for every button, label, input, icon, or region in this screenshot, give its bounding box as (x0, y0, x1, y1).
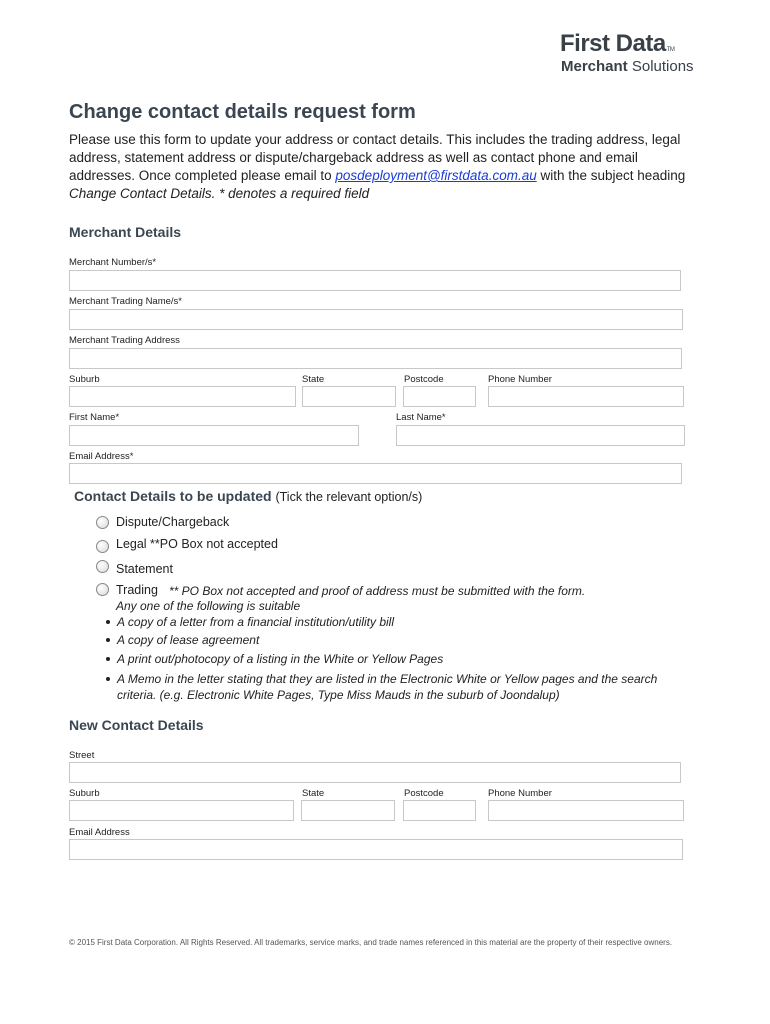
merchant-email-input[interactable] (69, 463, 682, 484)
brand-subtitle-bold: Merchant (561, 58, 628, 75)
intro-part1: Please use this form to update your address or contact details. This includes the trading address, legal address, statement address or dispute/chargeback address as well as contact phone and email addresses. Once completed please email to (69, 132, 681, 183)
merchant-trading-address-input[interactable] (69, 348, 682, 369)
intro-text (69, 131, 694, 203)
new-phone-label: Phone Number (488, 788, 552, 799)
dispute-radio[interactable] (96, 516, 109, 529)
new-contact-heading: New Contact Details (69, 717, 204, 733)
merchant-trading-name-input[interactable] (69, 309, 683, 330)
merchant-phone-input[interactable] (488, 386, 684, 407)
new-postcode-input[interactable] (403, 800, 476, 821)
contact-heading-note: (Tick the relevant option/s) (275, 490, 423, 504)
street-label: Street (69, 750, 95, 761)
merchant-suburb-label: Suburb (69, 374, 100, 385)
intro-part3: Change Contact Details. * denotes a required field (69, 186, 370, 201)
street-input[interactable] (69, 762, 681, 783)
merchant-state-input[interactable] (302, 386, 396, 407)
proof-bullet: A copy of lease agreement (117, 633, 260, 647)
brand-name: First Data (560, 30, 666, 57)
brand-logo (560, 30, 674, 58)
merchant-trading-address-label: Merchant Trading Address (69, 335, 180, 346)
brand-subtitle-rest: Solutions (627, 58, 694, 75)
legal-option-label: Legal **PO Box not accepted (116, 537, 278, 551)
trading-note-suitable: Any one of the following is suitable (116, 599, 301, 613)
new-suburb-input[interactable] (69, 800, 294, 821)
new-email-input[interactable] (69, 839, 683, 860)
merchant-trading-name-label: Merchant Trading Name/s* (69, 296, 182, 307)
merchant-postcode-label: Postcode (404, 374, 444, 385)
copyright-footer: © 2015 First Data Corporation. All Rights Reserved. All trademarks, service marks, and trade names referenced in this material are the property of their respective owners. (69, 938, 673, 947)
first-name-input[interactable] (69, 425, 359, 446)
merchant-postcode-input[interactable] (403, 386, 476, 407)
new-phone-input[interactable] (488, 800, 684, 821)
intro-part2: with the subject heading (536, 168, 686, 183)
new-email-label: Email Address (69, 827, 130, 838)
last-name-label: Last Name* (396, 412, 446, 423)
last-name-input[interactable] (396, 425, 685, 446)
merchant-details-heading: Merchant Details (69, 224, 182, 240)
new-postcode-label: Postcode (404, 788, 444, 799)
merchant-state-label: State (302, 374, 325, 385)
proof-bullet: A copy of a letter from a financial institution/utility bill (117, 615, 395, 629)
trademark-mark: TM (666, 47, 675, 53)
new-state-label: State (302, 788, 325, 799)
merchant-email-label: Email Address* (69, 451, 134, 462)
proof-bullet: A print out/photocopy of a listing in the White or Yellow Pages (117, 652, 444, 666)
email-link[interactable]: posdeployment@firstdata.com.au (335, 168, 537, 183)
merchant-number-input[interactable] (69, 270, 681, 291)
merchant-phone-label: Phone Number (488, 374, 552, 385)
brand-subtitle (561, 58, 694, 75)
first-name-label: First Name* (69, 412, 120, 423)
dispute-option-label: Dispute/Chargeback (116, 515, 230, 529)
statement-option-label: Statement (116, 562, 173, 576)
trading-option-label: Trading (116, 583, 158, 597)
page-title: Change contact details request form (69, 101, 416, 123)
contact-details-heading (74, 488, 422, 504)
proof-bullet: A Memo in the letter stating that they are listed in the Electronic White or Yellow pages and the search criteria. (e.g. Electronic White Pages, Type Miss Mauds in the suburb of Joondalup) (117, 671, 677, 703)
trading-note: ** PO Box not accepted and proof of address must be submitted with the form. (169, 584, 586, 598)
merchant-number-label: Merchant Number/s* (69, 257, 157, 268)
legal-radio[interactable] (96, 540, 109, 553)
new-state-input[interactable] (301, 800, 395, 821)
statement-radio[interactable] (96, 560, 109, 573)
merchant-suburb-input[interactable] (69, 386, 296, 407)
trading-radio[interactable] (96, 583, 109, 596)
new-suburb-label: Suburb (69, 788, 100, 799)
contact-heading-text: Contact Details to be updated (74, 488, 272, 504)
